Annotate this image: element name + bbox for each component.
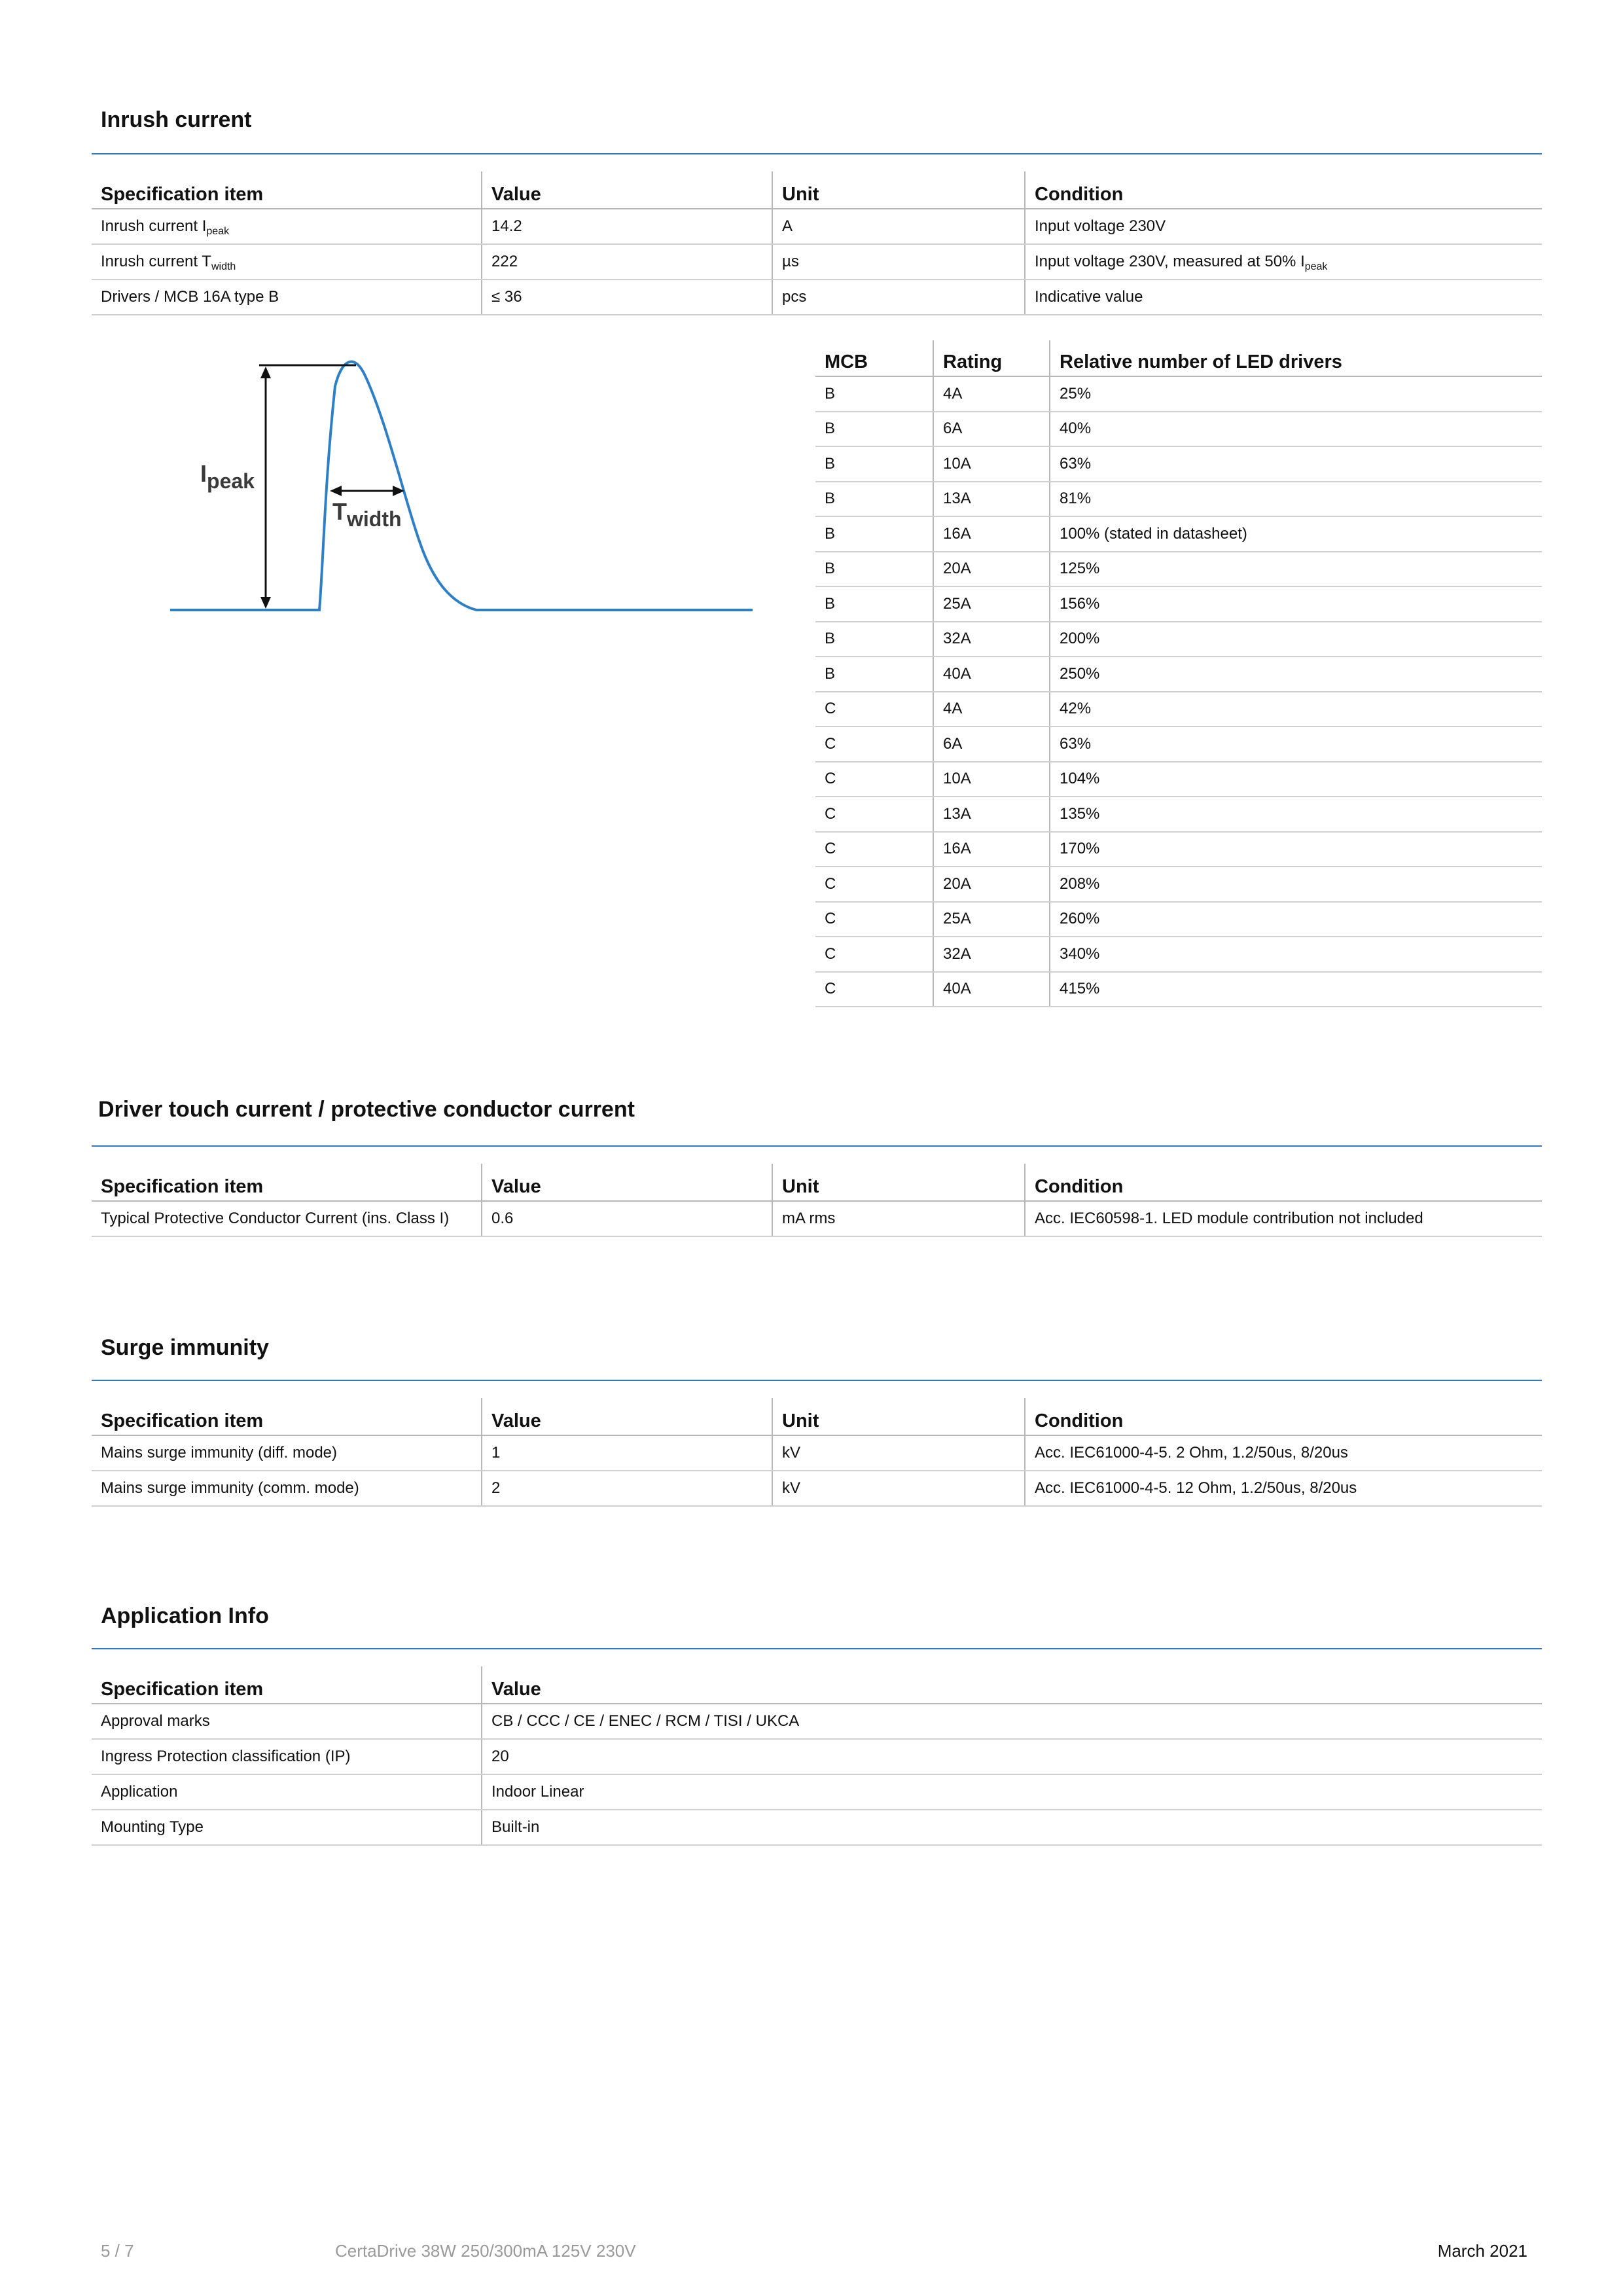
value-cell: 0.6 (482, 1201, 772, 1236)
peak-arrow-head-bottom (260, 597, 271, 609)
mcb-rating-cell: 13A (933, 797, 1050, 832)
section-title-touch-current: Driver touch current / protective conductor current (98, 1097, 635, 1122)
mcb-type-cell: B (815, 376, 933, 412)
value-cell: 14.2 (482, 209, 772, 244)
table-row (815, 762, 1542, 797)
table-row (815, 832, 1542, 867)
section-divider (92, 1380, 1542, 1381)
peak-arrow-head-top (260, 367, 271, 378)
value-cell: 2 (482, 1471, 772, 1506)
section-title-application: Application Info (101, 1604, 269, 1628)
label-ipeak: Ipeak (200, 460, 255, 493)
mcb-rating-cell: 40A (933, 972, 1050, 1007)
table-row (815, 412, 1542, 447)
column-header: Value (482, 1666, 1542, 1704)
mcb-rating-cell: 20A (933, 552, 1050, 587)
table-row (815, 552, 1542, 587)
mcb-relative-cell: 340% (1050, 937, 1542, 972)
spec-item-cell: Inrush current $T_{width}$ (92, 244, 482, 279)
value-cell: Built-in (482, 1810, 1542, 1845)
table-row (92, 209, 1542, 244)
mcb-rating-cell: 25A (933, 586, 1050, 622)
mcb-rating-cell: 16A (933, 832, 1050, 867)
mcb-relative-cell: 40% (1050, 412, 1542, 447)
condition-cell: Acc. IEC60598-1. LED module contribution not included (1025, 1201, 1542, 1236)
unit-cell: kV (772, 1471, 1025, 1506)
mcb-type-cell: B (815, 656, 933, 692)
spec-item-cell: Inrush current $I_{peak}$ (92, 209, 482, 244)
spec-item-cell: Ingress Protection classification (IP) (92, 1739, 482, 1774)
mcb-type-cell: C (815, 726, 933, 762)
mcb-type-cell: C (815, 832, 933, 867)
table-row (92, 1471, 1542, 1506)
mcb-type-cell: B (815, 586, 933, 622)
condition-cell: Input voltage 230V (1025, 209, 1542, 244)
table-row (92, 279, 1542, 315)
column-header: Value (482, 1164, 772, 1201)
mcb-type-cell: C (815, 867, 933, 902)
column-header: Condition (1025, 1398, 1542, 1435)
application-spec-table (92, 1666, 1542, 1846)
mcb-type-cell: B (815, 552, 933, 587)
spec-item-cell: Application (92, 1774, 482, 1810)
mcb-rating-cell: 10A (933, 446, 1050, 482)
table-row (92, 1435, 1542, 1471)
mcb-relative-cell: 104% (1050, 762, 1542, 797)
unit-cell: pcs (772, 279, 1025, 315)
mcb-type-cell: B (815, 622, 933, 657)
column-header: Condition (1025, 1164, 1542, 1201)
mcb-type-cell: B (815, 516, 933, 552)
column-header: Specification item (92, 1398, 482, 1435)
footer-page-number: 5 / 7 (101, 2241, 134, 2261)
column-header: Value (482, 171, 772, 209)
mcb-type-cell: C (815, 797, 933, 832)
section-divider (92, 1145, 1542, 1147)
mcb-rating-cell: 20A (933, 867, 1050, 902)
table-row (815, 482, 1542, 517)
column-header: Rating (933, 340, 1050, 376)
unit-cell: A (772, 209, 1025, 244)
table-row (815, 902, 1542, 937)
unit-cell: kV (772, 1435, 1025, 1471)
column-header: Specification item (92, 1164, 482, 1201)
mcb-rating-cell: 40A (933, 656, 1050, 692)
mcb-rating-cell: 32A (933, 622, 1050, 657)
table-row (815, 797, 1542, 832)
mcb-relative-cell: 125% (1050, 552, 1542, 587)
condition-cell: Acc. IEC61000-4-5. 12 Ohm, 1.2/50us, 8/20us (1025, 1471, 1542, 1506)
mcb-type-cell: C (815, 902, 933, 937)
unit-cell: mA rms (772, 1201, 1025, 1236)
mcb-relative-cell: 100% (stated in datasheet) (1050, 516, 1542, 552)
value-cell: 20 (482, 1739, 1542, 1774)
section-divider (92, 1648, 1542, 1649)
condition-cell: Indicative value (1025, 279, 1542, 315)
mcb-relative-cell: 135% (1050, 797, 1542, 832)
column-header: Value (482, 1398, 772, 1435)
section-divider (92, 153, 1542, 154)
mcb-relative-cell: 63% (1050, 726, 1542, 762)
mcb-relative-cell: 200% (1050, 622, 1542, 657)
mcb-rating-cell: 4A (933, 692, 1050, 727)
table-row (815, 937, 1542, 972)
table-row (815, 516, 1542, 552)
value-cell: ≤ 36 (482, 279, 772, 315)
mcb-rating-cell: 10A (933, 762, 1050, 797)
mcb-relative-cell: 156% (1050, 586, 1542, 622)
column-header: Unit (772, 1164, 1025, 1201)
mcb-type-cell: B (815, 412, 933, 447)
mcb-relative-cell: 415% (1050, 972, 1542, 1007)
column-header: Condition (1025, 171, 1542, 209)
table-row (815, 972, 1542, 1007)
table-header-row (92, 1164, 1542, 1201)
value-cell: 1 (482, 1435, 772, 1471)
column-header: MCB (815, 340, 933, 376)
spec-item-cell: Drivers / MCB 16A type B (92, 279, 482, 315)
table-header-row (815, 340, 1542, 376)
mcb-rating-cell: 4A (933, 376, 1050, 412)
table-header-row (92, 1398, 1542, 1435)
mcb-relative-cell: 25% (1050, 376, 1542, 412)
mcb-relative-cell: 63% (1050, 446, 1542, 482)
table-row (815, 867, 1542, 902)
spec-item-cell: Approval marks (92, 1704, 482, 1739)
pulse-curve (170, 362, 753, 610)
mcb-type-cell: C (815, 972, 933, 1007)
table-row (815, 726, 1542, 762)
spec-item-cell: Typical Protective Conductor Current (ins. Class I) (92, 1201, 482, 1236)
mcb-type-cell: C (815, 762, 933, 797)
unit-cell: µs (772, 244, 1025, 279)
column-header: Specification item (92, 1666, 482, 1704)
footer-date: March 2021 (1437, 2241, 1527, 2261)
mcb-type-cell: B (815, 482, 933, 517)
condition-cell: Input voltage 230V, measured at 50% $I_{peak}$ (1025, 244, 1542, 279)
mcb-table (815, 340, 1542, 1007)
column-header: Unit (772, 171, 1025, 209)
mcb-rating-cell: 6A (933, 412, 1050, 447)
surge-spec-table (92, 1398, 1542, 1507)
footer-product-name: CertaDrive 38W 250/300mA 125V 230V (335, 2241, 636, 2261)
mcb-relative-cell: 250% (1050, 656, 1542, 692)
mcb-rating-cell: 16A (933, 516, 1050, 552)
condition-cell: Acc. IEC61000-4-5. 2 Ohm, 1.2/50us, 8/20us (1025, 1435, 1542, 1471)
spec-item-cell: Mounting Type (92, 1810, 482, 1845)
table-row (92, 1201, 1542, 1236)
mcb-type-cell: C (815, 692, 933, 727)
table-row (92, 1774, 1542, 1810)
label-twidth: Twidth (332, 498, 402, 531)
table-row (92, 1810, 1542, 1845)
mcb-relative-cell: 42% (1050, 692, 1542, 727)
value-cell: 222 (482, 244, 772, 279)
table-row (815, 692, 1542, 727)
table-row (815, 622, 1542, 657)
section-title-inrush: Inrush current (101, 107, 252, 132)
column-header: Specification item (92, 171, 482, 209)
table-row (815, 586, 1542, 622)
table-row (92, 244, 1542, 279)
mcb-type-cell: B (815, 446, 933, 482)
mcb-rating-cell: 25A (933, 902, 1050, 937)
mcb-rating-cell: 13A (933, 482, 1050, 517)
table-row (815, 376, 1542, 412)
table-row (815, 656, 1542, 692)
value-cell: CB / CCC / CE / ENEC / RCM / TISI / UKCA (482, 1704, 1542, 1739)
touch-current-spec-table (92, 1164, 1542, 1237)
inrush-pulse-diagram (164, 347, 766, 628)
mcb-relative-cell: 260% (1050, 902, 1542, 937)
spec-item-cell: Mains surge immunity (diff. mode) (92, 1435, 482, 1471)
mcb-relative-cell: 170% (1050, 832, 1542, 867)
inrush-spec-table (92, 171, 1542, 315)
table-row (92, 1704, 1542, 1739)
spec-item-cell: Mains surge immunity (comm. mode) (92, 1471, 482, 1506)
mcb-relative-cell: 81% (1050, 482, 1542, 517)
value-cell: Indoor Linear (482, 1774, 1542, 1810)
table-row (92, 1739, 1542, 1774)
table-header-row (92, 171, 1542, 209)
width-arrow-head-left (330, 486, 342, 496)
column-header: Relative number of LED drivers (1050, 340, 1542, 376)
table-row (815, 446, 1542, 482)
mcb-rating-cell: 6A (933, 726, 1050, 762)
column-header: Unit (772, 1398, 1025, 1435)
mcb-type-cell: C (815, 937, 933, 972)
table-header-row (92, 1666, 1542, 1704)
section-title-surge: Surge immunity (101, 1335, 269, 1360)
mcb-relative-cell: 208% (1050, 867, 1542, 902)
mcb-rating-cell: 32A (933, 937, 1050, 972)
